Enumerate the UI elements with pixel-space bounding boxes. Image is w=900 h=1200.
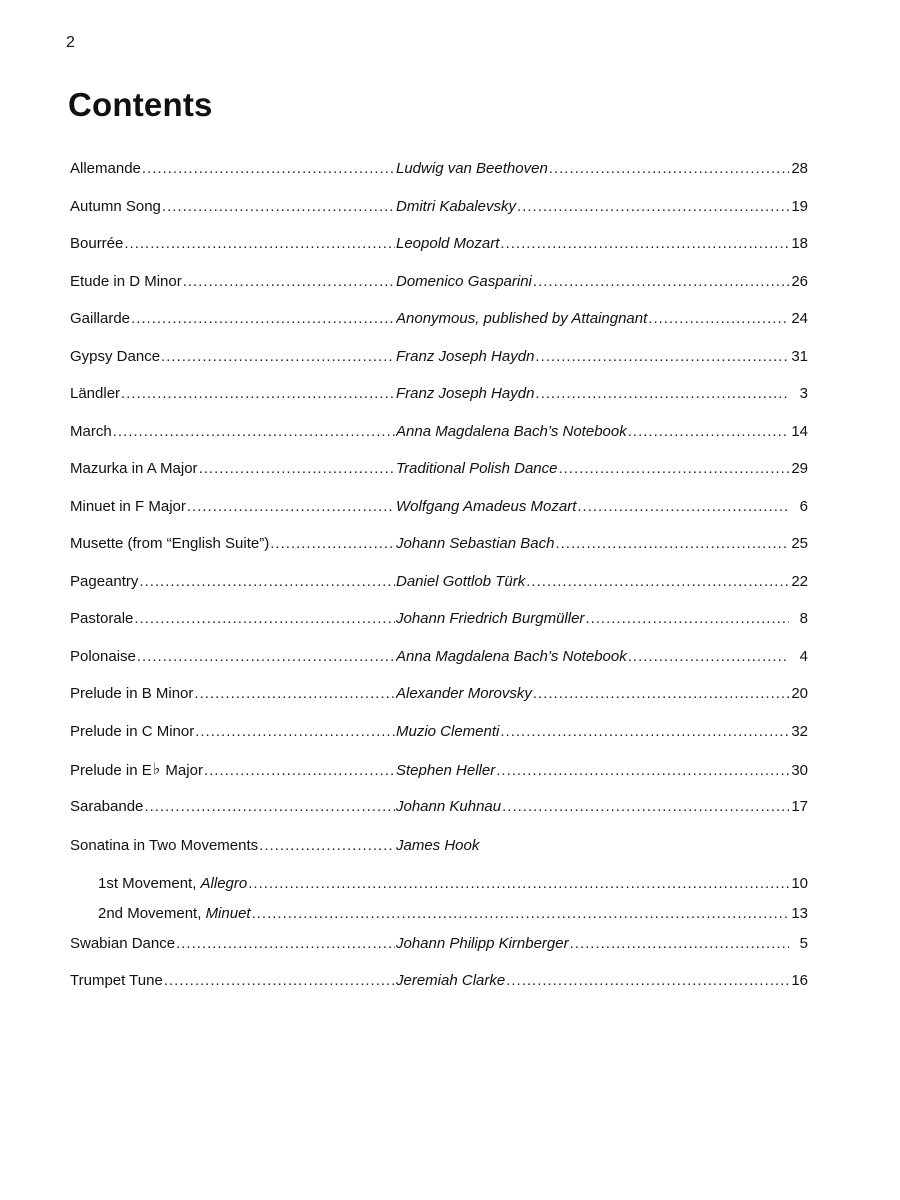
page-title: Contents: [68, 86, 213, 123]
composer-name: Johann Friedrich Burgmüller: [396, 610, 585, 627]
piece-title: Bourrée: [70, 235, 124, 252]
dot-leader: [121, 385, 395, 402]
dot-leader: [204, 762, 395, 779]
piece-title: Sonatina in Two Movements: [70, 837, 259, 854]
page-ref: 3: [799, 385, 808, 402]
page-ref: 26: [791, 272, 808, 290]
toc-entry: [70, 273, 830, 311]
piece-title: [70, 760, 203, 780]
toc-entry: [70, 198, 830, 236]
page-ref: 30: [791, 762, 808, 779]
dot-leader: [500, 235, 789, 252]
composer-name: Leopold Mozart: [396, 235, 500, 252]
toc-entry: [70, 573, 830, 611]
page-number: 2: [66, 34, 75, 51]
toc-entry: [70, 760, 830, 798]
title-before-flat: Prelude in E: [70, 762, 152, 779]
composer-name: Stephen Heller: [396, 762, 496, 779]
page-ref: 20: [791, 685, 808, 702]
dot-leader: [628, 648, 789, 665]
toc-entry: [70, 610, 830, 648]
toc-entry: [70, 385, 830, 423]
dot-leader: [113, 423, 395, 440]
dot-leader: [628, 423, 789, 440]
page-ref: 28: [791, 160, 808, 177]
piece-title: Etude in D Minor: [70, 272, 182, 290]
composer-name: Traditional Polish Dance: [396, 460, 558, 477]
movement-tempo: Minuet: [205, 904, 251, 922]
dot-leader: [533, 273, 789, 290]
toc-entry: [70, 310, 830, 348]
dot-leader: [558, 460, 789, 477]
dot-leader: [259, 837, 395, 854]
piece-title: Pastorale: [70, 610, 134, 627]
contents-list: [70, 160, 830, 1010]
movement-title: [98, 905, 251, 922]
toc-entry: [70, 837, 830, 875]
piece-title: Prelude in C Minor: [70, 722, 195, 740]
page-ref: 5: [799, 934, 808, 952]
composer-name: Alexander Morovsky: [396, 685, 532, 702]
dot-leader: [139, 573, 395, 590]
composer-name: Wolfgang Amadeus Mozart: [396, 497, 577, 515]
page-ref: 31: [791, 347, 808, 365]
dot-leader: [577, 498, 789, 515]
toc-entry: [70, 160, 830, 198]
toc-entry: [70, 972, 830, 1010]
composer-name: Anna Magdalena Bach’s Notebook: [396, 422, 627, 440]
composer-name: Johann Philipp Kirnberger: [396, 934, 569, 952]
composer-name: Johann Sebastian Bach: [396, 535, 555, 552]
page-ref: 8: [799, 610, 808, 627]
dot-leader: [183, 273, 395, 290]
composer-name: Muzio Clementi: [396, 722, 500, 740]
composer-name: Franz Joseph Haydn: [396, 347, 535, 365]
movement-prefix: 2nd Movement,: [98, 904, 206, 922]
page-ref: 32: [791, 722, 808, 740]
toc-subentry: [70, 905, 830, 935]
toc-entry: [70, 648, 830, 686]
page-ref: 19: [791, 197, 808, 215]
dot-leader: [502, 798, 789, 815]
composer-name: Franz Joseph Haydn: [396, 385, 535, 402]
movement-tempo: Allegro: [200, 874, 248, 892]
dot-leader: [131, 310, 395, 327]
page-ref: 25: [791, 535, 808, 552]
page-ref: 10: [791, 874, 808, 892]
dot-leader: [199, 460, 395, 477]
dot-leader: [248, 875, 789, 892]
piece-title: Minuet in F Major: [70, 497, 186, 515]
dot-leader: [535, 385, 789, 402]
dot-leader: [162, 198, 395, 215]
piece-title: Sarabande: [70, 797, 144, 815]
dot-leader: [648, 310, 789, 327]
title-after-flat: Major: [161, 762, 203, 779]
dot-leader: [176, 935, 395, 952]
toc-entry: [70, 498, 830, 536]
dot-leader: [142, 160, 395, 177]
toc-entry: [70, 723, 830, 761]
composer-name: Domenico Gasparini: [396, 272, 532, 290]
piece-title: Gaillarde: [70, 310, 131, 327]
composer-name: Ludwig van Beethoven: [396, 160, 548, 177]
piece-title: Allemande: [70, 160, 141, 177]
dot-leader: [500, 723, 789, 740]
piece-title: Ländler: [70, 385, 121, 402]
toc-subentry: [70, 875, 830, 905]
page-ref: 6: [799, 497, 808, 515]
dot-leader: [535, 348, 789, 365]
movement-prefix: 1st Movement,: [98, 874, 201, 892]
dot-leader: [517, 198, 789, 215]
dot-leader: [195, 723, 395, 740]
dot-leader: [134, 610, 395, 627]
page-ref: 29: [791, 460, 808, 477]
page-ref: 18: [791, 235, 808, 252]
dot-leader: [549, 160, 789, 177]
dot-leader: [555, 535, 789, 552]
dot-leader: [570, 935, 789, 952]
dot-leader: [506, 972, 789, 989]
dot-leader: [187, 498, 395, 515]
dot-leader: [161, 348, 395, 365]
toc-entry: [70, 535, 830, 573]
page-ref: 24: [791, 310, 808, 327]
toc-entry: [70, 423, 830, 461]
page-ref: 14: [791, 422, 808, 440]
composer-name: Dmitri Kabalevsky: [396, 197, 517, 215]
piece-title: Pageantry: [70, 572, 139, 590]
toc-entry: [70, 460, 830, 498]
composer-name: Daniel Gottlob Türk: [396, 572, 526, 590]
piece-title: March: [70, 422, 112, 440]
page-ref: 17: [791, 797, 808, 815]
piece-title: Prelude in B Minor: [70, 685, 194, 702]
composer-name: Anna Magdalena Bach’s Notebook: [396, 647, 627, 665]
dot-leader: [194, 685, 395, 702]
page-ref: 4: [799, 647, 808, 665]
flat-symbol: ♭: [152, 761, 161, 778]
composer-name: Anonymous, published by Attaingnant: [396, 310, 648, 327]
piece-title: Trumpet Tune: [70, 972, 163, 989]
dot-leader: [144, 798, 395, 815]
page-ref: 16: [791, 972, 808, 989]
piece-title: Swabian Dance: [70, 934, 176, 952]
composer-name: James Hook: [396, 837, 480, 854]
page-ref: 22: [791, 572, 808, 590]
dot-leader: [533, 685, 789, 702]
dot-leader: [585, 610, 789, 627]
toc-entry: [70, 685, 830, 723]
piece-title: Autumn Song: [70, 197, 161, 215]
piece-title: Gypsy Dance: [70, 347, 161, 365]
piece-title: Polonaise: [70, 647, 136, 665]
movement-title: [98, 875, 247, 892]
toc-entry: [70, 348, 830, 386]
toc-entry: [70, 798, 830, 836]
dot-leader: [496, 762, 789, 779]
dot-leader: [124, 235, 395, 252]
composer-name: Johann Kuhnau: [396, 797, 502, 815]
piece-title: Musette (from “English Suite”): [70, 535, 270, 552]
dot-leader: [252, 905, 789, 922]
piece-title: Mazurka in A Major: [70, 460, 198, 477]
composer-name: Jeremiah Clarke: [396, 972, 506, 989]
dot-leader: [164, 972, 395, 989]
toc-entry: [70, 235, 830, 273]
page-ref: 13: [791, 904, 808, 922]
dot-leader: [270, 535, 395, 552]
dot-leader: [526, 573, 789, 590]
toc-entry: [70, 935, 830, 973]
dot-leader: [137, 648, 395, 665]
